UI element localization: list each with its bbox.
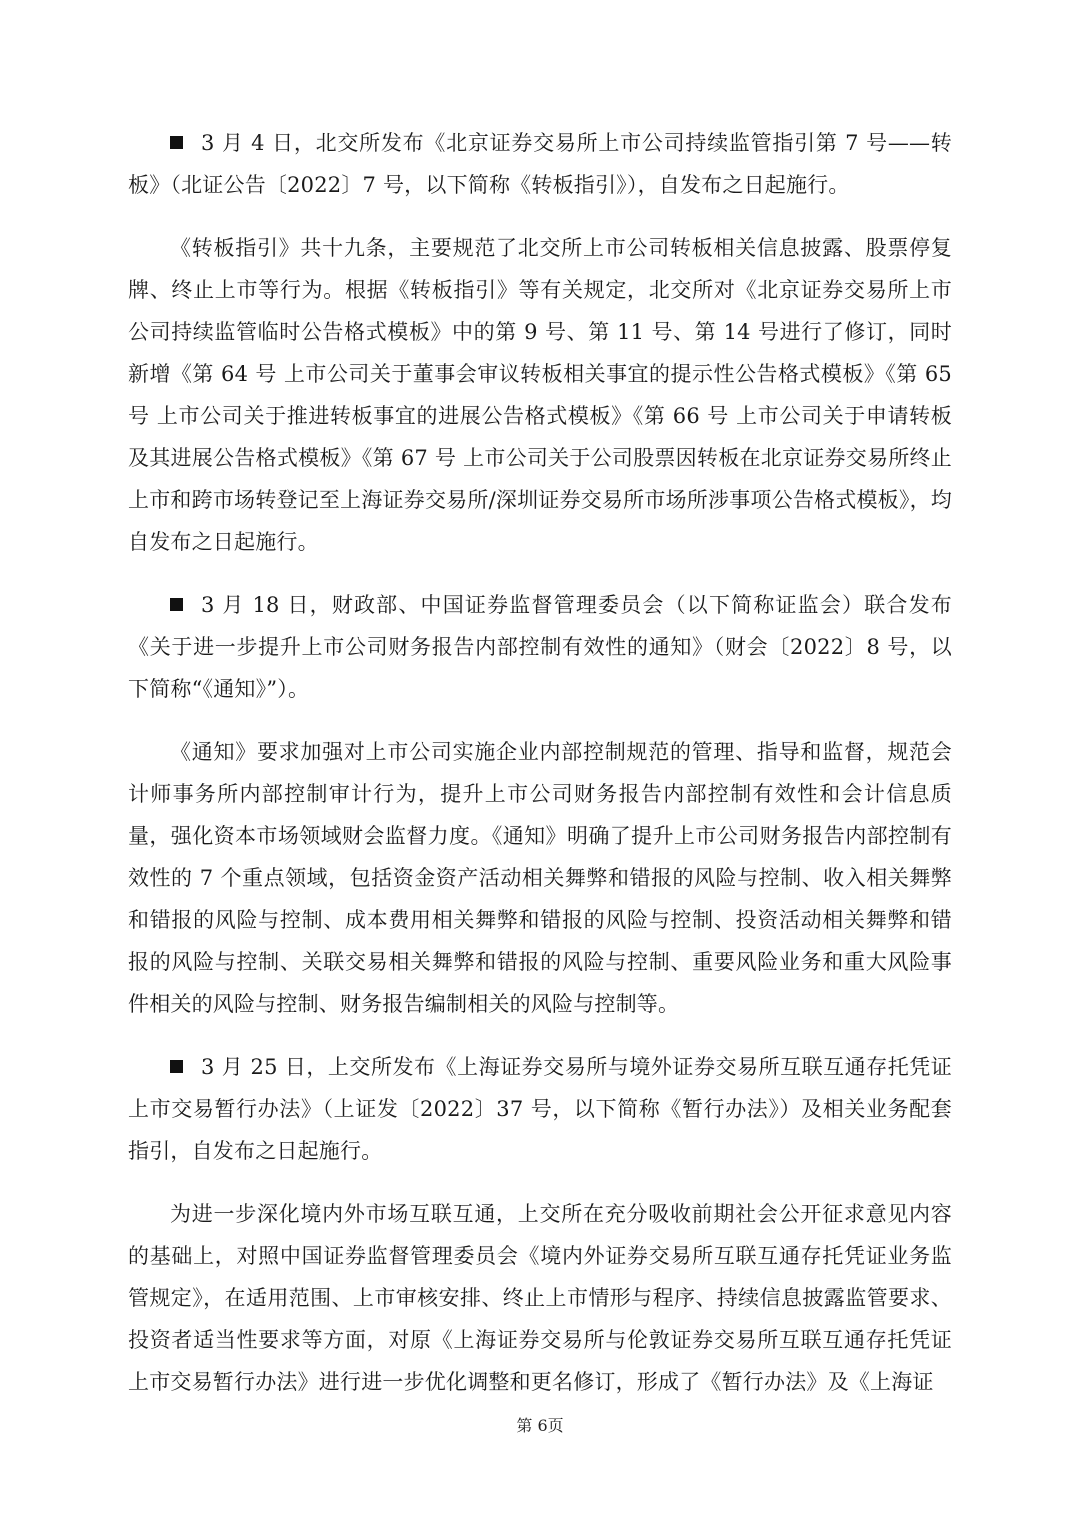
paragraph-4 <box>128 731 952 1025</box>
paragraph-2 <box>128 227 952 563</box>
paragraph-3 <box>128 584 952 710</box>
square-bullet-icon <box>170 598 183 611</box>
paragraph-5 <box>128 1046 952 1172</box>
square-bullet-icon <box>170 136 183 149</box>
paragraph-text: 为进一步深化境内外市场互联互通，上交所在充分吸收前期社会公开征求意见内容的基础上，对照中国证券监督管理委员会《境内外证券交易所互联互通存托凭证业务监管规定》，在适用范围、上市审核安排、终止上市情形与程序、持续信息披露监管要求、投资者适当性要求等方面，对原《上海证券交易所与伦敦证券交易所互联互通存托凭证上市交易暂行办法》进行进一步优化调整和更名修订，形成了《暂行办法》及《上海证 <box>128 1202 952 1394</box>
paragraph-1 <box>128 122 952 206</box>
paragraph-text: 3 月 4 日，北交所发布《北京证券交易所上市公司持续监管指引第 7 号——转板》（北证公告〔2022〕7 号，以下简称《转板指引》），自发布之日起施行。 <box>128 131 952 197</box>
paragraph-text: 3 月 25 日，上交所发布《上海证券交易所与境外证券交易所互联互通存托凭证上市交易暂行办法》（上证发〔2022〕37 号，以下简称《暂行办法》）及相关业务配套指引，自发布之日起施行。 <box>128 1055 952 1163</box>
paragraph-text: 3 月 18 日，财政部、中国证券监督管理委员会（以下简称证监会）联合发布《关于进一步提升上市公司财务报告内部控制有效性的通知》（财会〔2022〕8 号，以下简称“《通知》”）。 <box>128 593 952 701</box>
paragraph-text: 《转板指引》共十九条，主要规范了北交所上市公司转板相关信息披露、股票停复牌、终止上市等行为。根据《转板指引》等有关规定，北交所对《北京证券交易所上市公司持续监管临时公告格式模板》中的第 9 号、第 11 号、第 14 号进行了修订，同时新增《第 64 号 上市公司关于董事会审议转板相关事宜的提示性公告格式模板》《第 65 号 上市公司关于推进转板事宜的进展公告格式模板》《第 66 号 上市公司关于申请转板及其进展公告格式模板》《第 67 号 上市公司关于公司股票因转板在北京证券交易所终止上市和跨市场转登记至上海证券交易所/深圳证券交易所市场所涉事项公告格式模板》，均自发布之日起施行。 <box>128 236 952 554</box>
paragraph-6 <box>128 1193 952 1403</box>
page-number: 第 6页 <box>516 1416 564 1435</box>
square-bullet-icon <box>170 1060 183 1073</box>
document-body <box>128 122 952 1424</box>
paragraph-text: 《通知》要求加强对上市公司实施企业内部控制规范的管理、指导和监督，规范会计师事务所内部控制审计行为，提升上市公司财务报告内部控制有效性和会计信息质量，强化资本市场领域财会监督力度。《通知》明确了提升上市公司财务报告内部控制有效性的 7 个重点领域，包括资金资产活动相关舞弊和错报的风险与控制、收入相关舞弊和错报的风险与控制、成本费用相关舞弊和错报的风险与控制、投资活动相关舞弊和错报的风险与控制、关联交易相关舞弊和错报的风险与控制、重要风险业务和重大风险事件相关的风险与控制、财务报告编制相关的风险与控制等。 <box>128 740 952 1016</box>
